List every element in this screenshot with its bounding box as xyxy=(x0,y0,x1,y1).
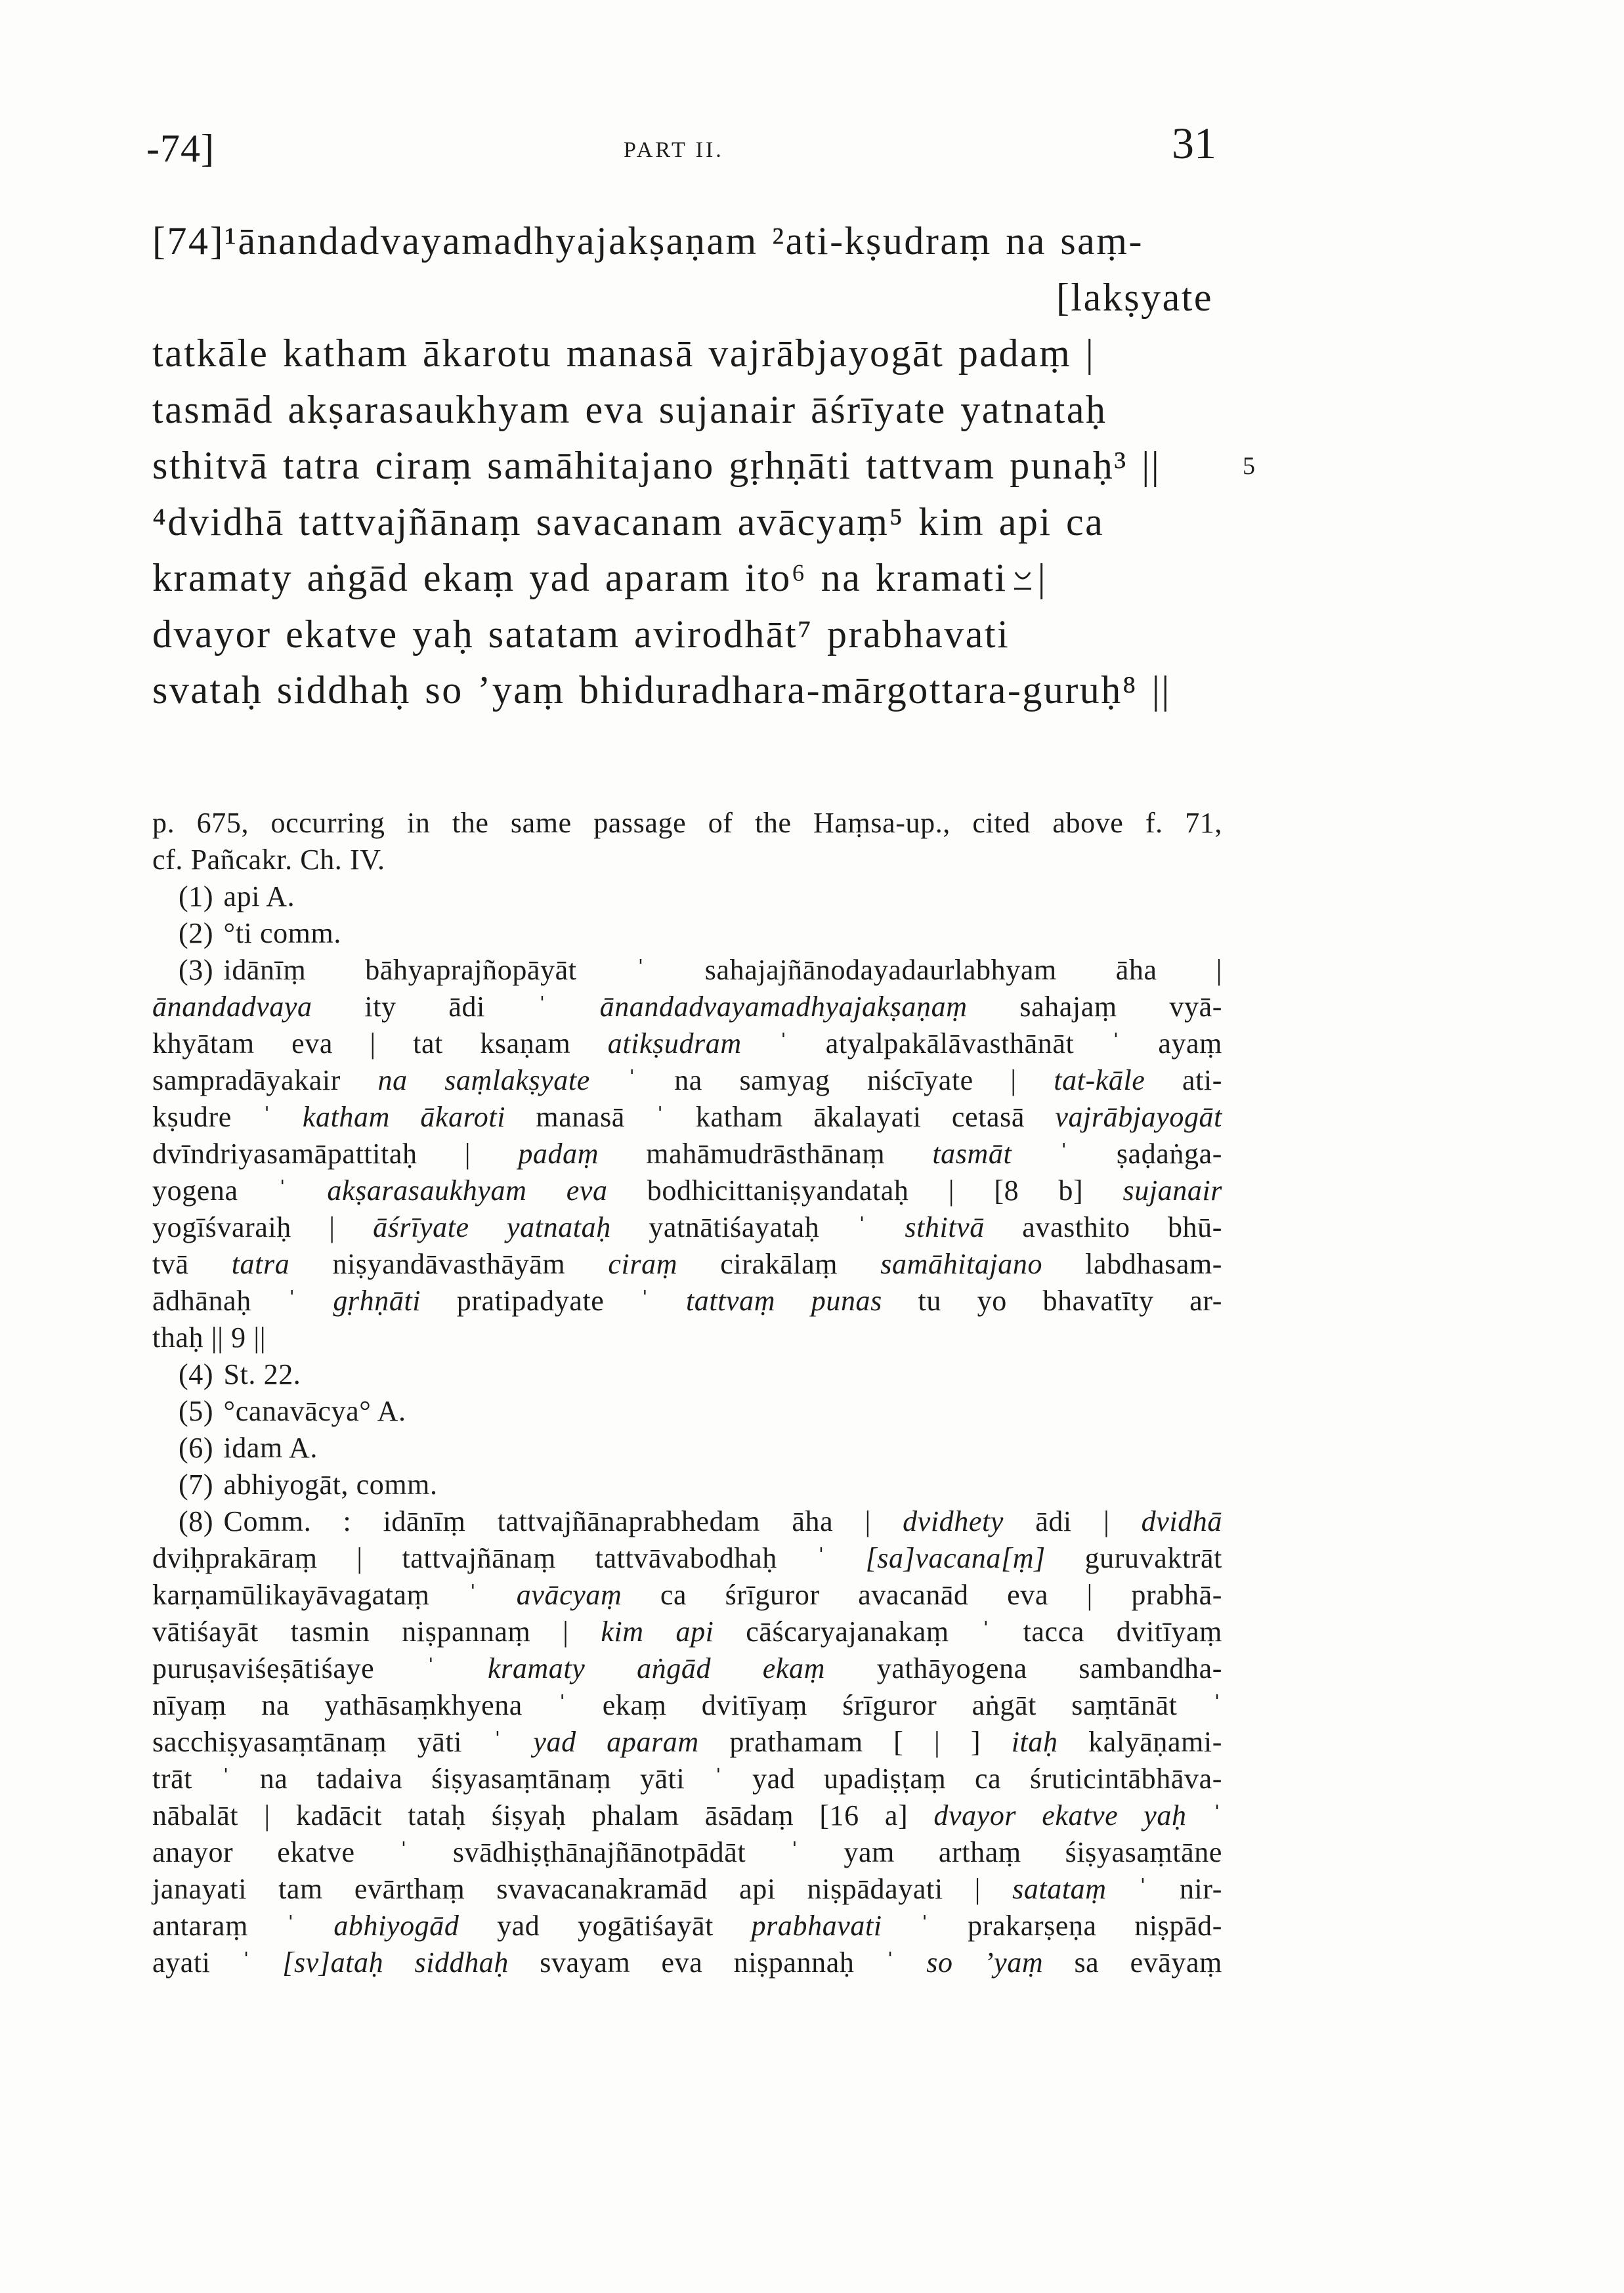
footnote-text: khyātam eva | tat ksaṇam xyxy=(152,1027,608,1060)
italic-lemma: akṣarasaukhyam eva xyxy=(327,1174,608,1207)
footnote-text: tu yo bhavatīty ar- xyxy=(882,1285,1222,1317)
italic-lemma: [sa]vacana[ṃ] xyxy=(865,1542,1046,1574)
footnote-text: bodhicittaniṣyandataḥ | [8 b] xyxy=(607,1174,1123,1207)
footnote-line xyxy=(152,989,1222,1025)
italic-lemma: itaḥ xyxy=(1011,1726,1058,1758)
italic-lemma: tasmāt xyxy=(932,1138,1012,1170)
verse-text: [lakṣyate xyxy=(1056,275,1213,319)
footnote-number: (5) xyxy=(179,1395,214,1427)
footnote-number: (6) xyxy=(179,1432,214,1464)
verse-text: tasmād akṣarasaukhyam eva sujanair āśrīyate yatnataḥ xyxy=(152,387,1107,431)
footnote-line xyxy=(152,1025,1222,1062)
footnote xyxy=(152,1467,1222,1503)
footnote-line xyxy=(152,1577,1222,1614)
footnote-text: mahāmudrāsthānaṃ xyxy=(599,1138,933,1170)
footnote-text: sampradāyakair xyxy=(152,1064,378,1096)
verse-text: [74]¹ānandadvayamadhyajakṣaṇam ²ati-kṣudraṃ na saṃ- xyxy=(152,219,1143,263)
footnote-text: ati- xyxy=(1145,1064,1223,1096)
footnote-text: idānīṃ bāhyaprajñopāyāt ˈ sahajajñānodayadaurlabhyam āha | xyxy=(223,954,1222,986)
footnote-text: dvīndriyasamāpattitaḥ | xyxy=(152,1138,519,1170)
section-reference: -74] xyxy=(146,127,215,170)
italic-lemma: [sv]ataḥ siddhaḥ xyxy=(282,1946,509,1979)
footnote-text: ˈ na samyag niścīyate | xyxy=(589,1064,1054,1096)
footnote-text: niṣyandāvasthāyām xyxy=(289,1248,609,1280)
footnote-text: thaḥ || 9 || xyxy=(152,1321,267,1354)
footnote-line xyxy=(152,1430,1222,1467)
footnote-line xyxy=(152,1908,1222,1944)
italic-lemma: gṛhṇāti xyxy=(333,1285,421,1317)
footnote-text: ˈ nir- xyxy=(1106,1873,1222,1905)
footnote-text: trāt ˈ na tadaiva śiṣyasaṃtānaṃ yāti ˈ yad upadiṣṭaṃ ca śruticintābhāva- xyxy=(152,1763,1222,1795)
footnote-text: dviḥprakāraṃ | tattvajñānaṃ tattvāvabodhaḥ ˈ xyxy=(152,1542,866,1574)
italic-lemma: tat-kāle xyxy=(1054,1064,1145,1096)
italic-lemma: tatra xyxy=(231,1248,290,1280)
footnote-line xyxy=(152,1650,1222,1687)
footnote-text: ādi | xyxy=(1003,1505,1142,1537)
footnote-text: °canavācya° A. xyxy=(223,1395,406,1427)
verse-text: svataḥ siddhaḥ so ’yaṃ bhiduradhara-mārgottara-guruḥ⁸ || xyxy=(152,668,1171,712)
footnote xyxy=(152,915,1222,952)
footnote xyxy=(152,1503,1222,1981)
italic-lemma: ciraṃ xyxy=(608,1248,678,1280)
footnote-text: karṇamūlikayāvagataṃ ˈ xyxy=(152,1579,517,1611)
footnote-text: nīyaṃ na yathāsaṃkhyena ˈ ekaṃ dvitīyaṃ śrīguror aṅgāt saṃtānāt ˈ xyxy=(152,1689,1222,1721)
footnote xyxy=(152,1393,1222,1430)
italic-lemma: dvidhā xyxy=(1141,1505,1222,1537)
footnote-text: api A. xyxy=(223,880,295,912)
footnote-text: yogīśvaraiḥ | xyxy=(152,1211,374,1243)
footnote-line xyxy=(152,1614,1222,1650)
footnote-number: (2) xyxy=(179,917,214,949)
footnote-line xyxy=(152,1834,1222,1871)
italic-lemma: satataṃ xyxy=(1012,1873,1107,1905)
italic-lemma: ānandadvayamadhyajakṣaṇaṃ xyxy=(599,991,968,1023)
italic-lemma: abhiyogād xyxy=(333,1910,459,1942)
footnote-line xyxy=(152,1871,1222,1908)
footnote xyxy=(152,1430,1222,1467)
verse-line xyxy=(152,662,1213,719)
verse-line xyxy=(152,326,1213,382)
footnote-line xyxy=(152,1246,1222,1283)
footnote-line xyxy=(152,878,1222,915)
italic-lemma: avācyaṃ xyxy=(516,1579,622,1611)
footnote xyxy=(152,878,1222,915)
italic-lemma: prabhavati xyxy=(751,1910,882,1942)
footnote-line xyxy=(152,1467,1222,1503)
footnote-text: ˈ xyxy=(1186,1799,1222,1832)
footnote-text: tvā xyxy=(152,1248,232,1280)
footnote-line xyxy=(152,805,1222,842)
italic-lemma: kramaty aṅgād ekaṃ xyxy=(487,1652,826,1684)
footnote-text: labdhasam- xyxy=(1042,1248,1223,1280)
verse-line xyxy=(152,438,1255,494)
page-number: 31 xyxy=(1172,118,1216,168)
footnote-text: ādhānaḥ ˈ xyxy=(152,1285,333,1317)
italic-lemma: yad aparam xyxy=(533,1726,699,1758)
footnote-text: anayor ekatve ˈ svādhiṣṭhānajñānotpādāt ˈ yam arthaṃ śiṣyasaṃtāne xyxy=(152,1836,1222,1868)
verse-line xyxy=(152,213,1213,270)
footnote-line xyxy=(152,1944,1222,1981)
footnote-text: yogena ˈ xyxy=(152,1174,328,1207)
footnote-line xyxy=(152,1540,1222,1577)
footnote-text: ˈ atyalpakālāvasthānāt ˈ ayaṃ xyxy=(741,1027,1222,1060)
footnote-line xyxy=(152,1319,1222,1356)
verse-text-end: | xyxy=(1037,556,1048,599)
italic-lemma: tattvaṃ punas xyxy=(685,1285,882,1317)
footnote-line xyxy=(152,1393,1222,1430)
italic-lemma: na saṃlakṣyate xyxy=(377,1064,590,1096)
footnote-text: yad yogātiśayāt xyxy=(459,1910,752,1942)
verse-line xyxy=(152,382,1213,439)
footnote-text: idam A. xyxy=(223,1432,318,1464)
footnote-text: pratipadyate ˈ xyxy=(421,1285,686,1317)
footnote-text: ca śrīguror avacanād eva | prabhā- xyxy=(622,1579,1222,1611)
footnote-text: ˈ ṣaḍaṅga- xyxy=(1012,1138,1223,1170)
footnote-text: yathāyogena sambandha- xyxy=(825,1652,1223,1684)
footnote-text: ˈ prakarṣeṇa niṣpād- xyxy=(882,1910,1222,1942)
footnote-text: yatnātiśayataḥ ˈ xyxy=(610,1211,905,1243)
footnote-line xyxy=(152,1797,1222,1834)
running-title: PART II. xyxy=(624,138,724,162)
footnote-line xyxy=(152,952,1222,989)
footnote-text: Comm. : idānīṃ tattvajñānaprabhedam āha | xyxy=(223,1505,903,1537)
footnote-text: sacchiṣyasaṃtānaṃ yāti ˈ xyxy=(152,1726,534,1758)
footnote-line xyxy=(152,1283,1222,1319)
footnote-text: puruṣaviśeṣātiśaye ˈ xyxy=(152,1652,488,1684)
footnote-line xyxy=(152,1687,1222,1724)
footnote-text: ayati ˈ xyxy=(152,1946,283,1979)
verse-text: sthitvā tatra ciraṃ samāhitajano gṛhṇāti tattvam punaḥ³ || xyxy=(152,444,1161,487)
verse-line-continuation xyxy=(152,270,1213,326)
verse-text: kramaty aṅgād ekaṃ yad aparam ito⁶ na kramati xyxy=(152,556,1008,599)
footnote-text: prathamam [ | ] xyxy=(698,1726,1012,1758)
italic-lemma: sujanair xyxy=(1122,1174,1222,1207)
footnote-text: antaraṃ ˈ xyxy=(152,1910,334,1942)
footnote-number: (4) xyxy=(179,1358,214,1390)
footnote-text: vātiśayāt tasmin niṣpannaṃ | xyxy=(152,1616,601,1648)
italic-lemma: dvayor ekatve yaḥ xyxy=(933,1799,1187,1832)
footnote-text: p. 675, occurring in the same passage of the Haṃsa-up., cited above f. 71, xyxy=(152,807,1222,839)
footnote-line xyxy=(152,1761,1222,1797)
footnote-text: avasthito bhū- xyxy=(984,1211,1222,1243)
footnote-text: cirakālaṃ xyxy=(677,1248,881,1280)
footnote-text: svayam eva niṣpannaḥ ˈ xyxy=(509,1946,927,1979)
footnote-text: janayati tam evārthaṃ svavacanakramād api niṣpādayati | xyxy=(152,1873,1013,1905)
footnote-line xyxy=(152,1172,1222,1209)
footnote-text: guruvaktrāt xyxy=(1045,1542,1222,1574)
italic-lemma: atikṣudram xyxy=(607,1027,742,1060)
footnote xyxy=(152,952,1222,1356)
footnote-text: sahajaṃ vyā- xyxy=(967,991,1222,1023)
footnote-text: sa evāyaṃ xyxy=(1043,1946,1222,1979)
footnote-number: (1) xyxy=(179,880,214,912)
verse-text: tatkāle katham ākarotu manasā vajrābjayogāt padaṃ | xyxy=(152,332,1096,375)
italic-lemma: sthitvā xyxy=(905,1211,985,1243)
italic-lemma: padaṃ xyxy=(518,1138,599,1170)
footnote-line xyxy=(152,1209,1222,1246)
footnote xyxy=(152,805,1222,878)
italic-lemma: katham ākaroti xyxy=(302,1101,506,1133)
italic-lemma: āśrīyate yatnataḥ xyxy=(373,1211,611,1243)
footnote-line xyxy=(152,1503,1222,1540)
verse-block xyxy=(152,213,1255,719)
verse-text: dvayor ekatve yaḥ satatam avirodhāt⁷ prabhavati xyxy=(152,612,1010,656)
footnote-text: St. 22. xyxy=(223,1358,301,1390)
footnote-line xyxy=(152,1099,1222,1136)
footnote-text: kṣudre ˈ xyxy=(152,1101,303,1133)
footnote-line xyxy=(152,1136,1222,1172)
footnote-line xyxy=(152,1062,1222,1099)
italic-lemma: so ’yaṃ xyxy=(926,1946,1044,1979)
italic-lemma: kim api xyxy=(601,1616,714,1648)
margin-line-number: 5 xyxy=(1243,452,1255,480)
footnote-text: °ti comm. xyxy=(223,917,341,949)
footnote-line xyxy=(152,1724,1222,1761)
italic-lemma: vajrābjayogāt xyxy=(1055,1101,1222,1133)
footnote-text: cāścaryajanakaṃ ˈ tacca dvitīyaṃ xyxy=(714,1616,1222,1648)
footnote-line xyxy=(152,842,1222,878)
metrical-mark-icon xyxy=(1012,567,1034,593)
italic-lemma: ānandadvaya xyxy=(152,991,312,1023)
footnote-text: abhiyogāt, comm. xyxy=(223,1468,438,1501)
verse-line xyxy=(152,607,1213,663)
verse-text: ⁴dvidhā tattvajñānaṃ savacanam avācyaṃ⁵ kim api ca xyxy=(152,500,1105,544)
footnote-line xyxy=(152,915,1222,952)
footnote-text: manasā ˈ katham ākalayati cetasā xyxy=(505,1101,1056,1133)
italic-lemma: samāhitajano xyxy=(880,1248,1043,1280)
footnote-line xyxy=(152,1356,1222,1393)
footnote-text: cf. Pañcakr. Ch. IV. xyxy=(152,844,385,876)
footnote-number: (3) xyxy=(179,954,214,986)
footnote-number: (7) xyxy=(179,1468,214,1501)
footnote xyxy=(152,1356,1222,1393)
footnote-text: kalyāṇami- xyxy=(1058,1726,1223,1758)
footnote-text: nābalāt | kadācit tataḥ śiṣyaḥ phalam āsādaṃ [16 a] xyxy=(152,1799,934,1832)
footnotes xyxy=(152,805,1222,1981)
footnote-number: (8) xyxy=(179,1505,214,1537)
verse-line xyxy=(152,494,1213,551)
italic-lemma: dvidhety xyxy=(903,1505,1004,1537)
verse-line xyxy=(152,550,1213,607)
footnote-text: ity ādi ˈ xyxy=(312,991,600,1023)
